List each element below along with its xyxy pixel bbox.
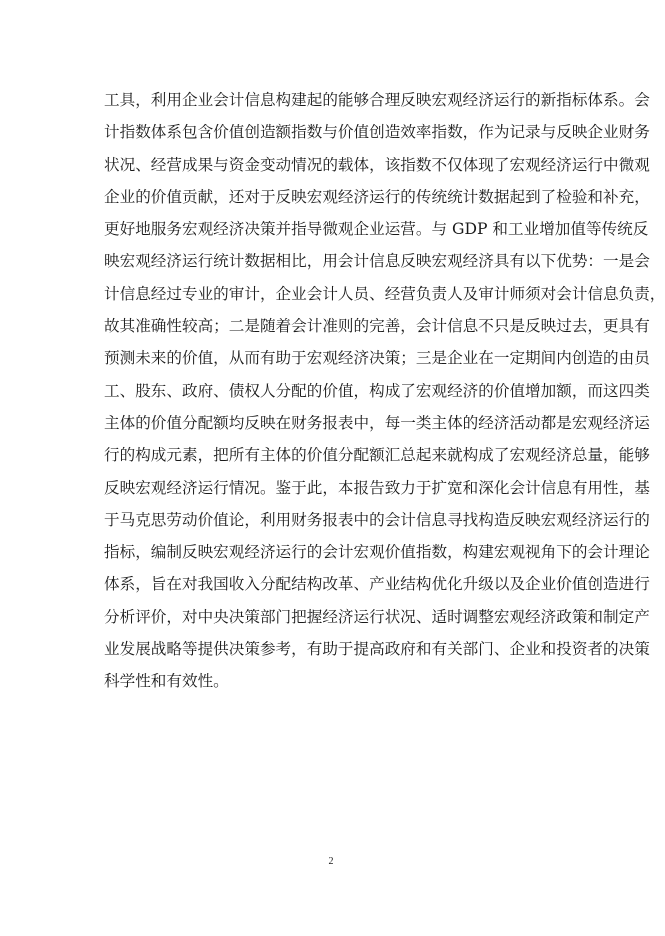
text-line: 主体的价值分配额均反映在财务报表中，每一类主体的经济活动都是宏观经济运	[104, 413, 650, 432]
text-line: 计指数体系包含价值创造额指数与价值创造效率指数，作为记录与反映企业财务	[104, 123, 650, 142]
text-line: 分析评价，对中央决策部门把握经济运行状况、适时调整宏观经济政策和制定产	[104, 607, 650, 626]
text-line: 指标，编制反映宏观经济运行的会计宏观价值指数，构建宏观视角下的会计理论	[104, 543, 650, 562]
page-number: 2	[328, 856, 334, 867]
text-line: 状况、经营成果与资金变动情况的载体，该指数不仅体现了宏观经济运行中微观	[104, 155, 650, 174]
text-line: 于马克思劳动价值论，利用财务报表中的会计信息寻找构造反映宏观经济运行的	[104, 510, 650, 529]
text-line: 映宏观经济运行统计数据相比，用会计信息反映宏观经济具有以下优势：一是会	[104, 252, 650, 271]
body-paragraph	[104, 84, 665, 698]
text-line: 反映宏观经济运行情况。鉴于此，本报告致力于扩宽和深化会计信息有用性，基	[104, 478, 650, 497]
text-line: 行的构成元素，把所有主体的价值分配额汇总起来就构成了宏观经济总量，能够	[104, 446, 650, 465]
text-line: 业发展战略等提供决策参考，有助于提高政府和有关部门、企业和投资者的决策	[104, 640, 650, 659]
text-line: 更好地服务宏观经济决策并指导微观企业运营。与 GDP 和工业增加值等传统反	[104, 220, 649, 239]
text-line: 工、股东、政府、债权人分配的价值，构成了宏观经济的价值增加额，而这四类	[104, 381, 650, 400]
text-line: 企业的价值贡献，还对于反映宏观经济运行的传统统计数据起到了检验和补充，	[104, 187, 650, 206]
text-line-last: 科学性和有效性。	[104, 672, 229, 691]
text-line: 故其准确性较高；二是随着会计准则的完善，会计信息不只是反映过去，更具有	[104, 317, 650, 336]
text-line: 工具，利用企业会计信息构建起的能够合理反映宏观经济运行的新指标体系。会	[104, 91, 650, 109]
text-line: 体系，旨在对我国收入分配结构改革、产业结构优化升级以及企业价值创造进行	[104, 575, 650, 594]
text-line: 计信息经过专业的审计，企业会计人员、经营负责人及审计师须对会计信息负责，	[104, 284, 665, 303]
text-line: 预测未来的价值，从而有助于宏观经济决策；三是企业在一定期间内创造的由员	[104, 349, 650, 368]
